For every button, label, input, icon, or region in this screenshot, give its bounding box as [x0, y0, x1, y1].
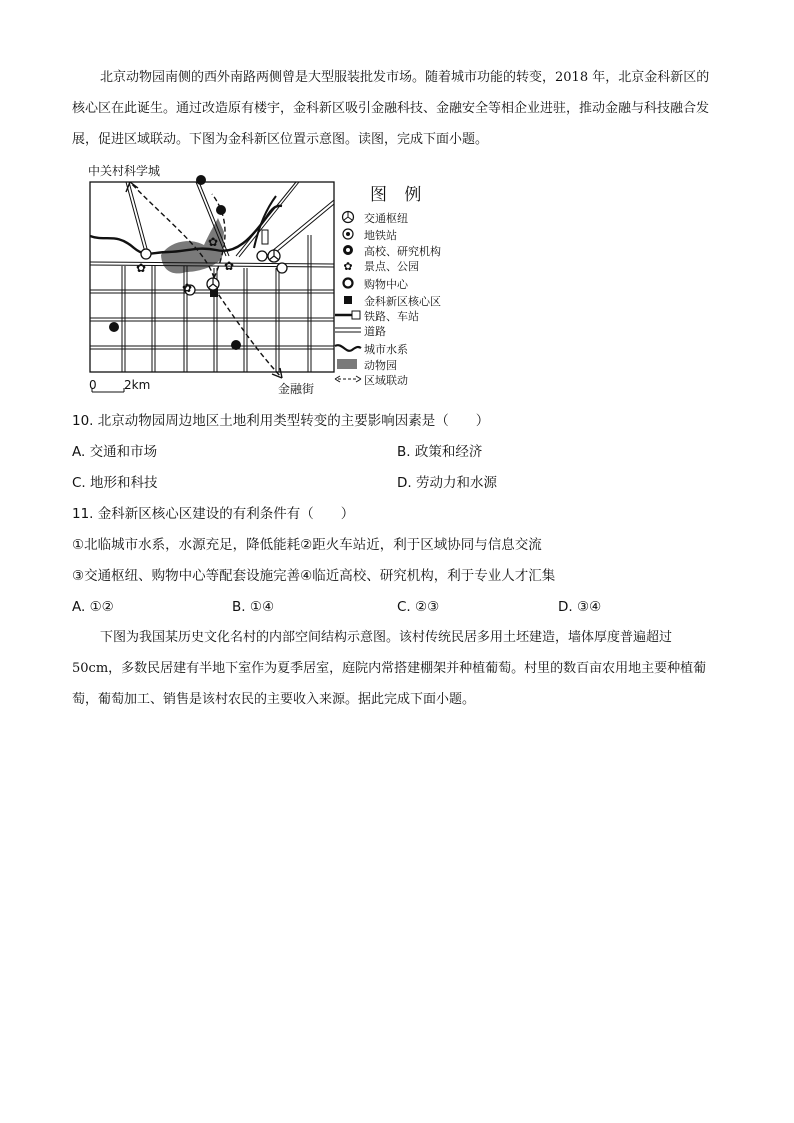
svg-text:✿: ✿	[182, 281, 193, 295]
legend-item-water: 城市水系	[334, 342, 408, 358]
legend-title: 图 例	[370, 185, 428, 205]
question-11-statement-line2: ③交通枢纽、购物中心等配套设施完善④临近高校、研究机构，利于专业人才汇集	[72, 568, 556, 584]
map-label-financial-street: 金融街	[278, 382, 315, 396]
q10-option-a[interactable]: A. 交通和市场	[72, 444, 158, 460]
legend-item-transit-hub: 交通枢纽	[334, 210, 408, 228]
scenic-spot-icon: ✿	[343, 260, 353, 273]
question-11-statement-line1: ①北临城市水系，水源充足，降低能耗②距火车站近，利于区域协同与信息交流	[72, 537, 542, 553]
transit-hub-icon	[334, 210, 362, 228]
legend-item-metro: 地铁站	[334, 227, 397, 245]
svg-text:✿: ✿	[208, 235, 219, 249]
svg-text:✿: ✿	[224, 259, 235, 273]
shopping-center-icon	[334, 276, 362, 294]
legend-item-university: 高校、研究机构	[334, 243, 441, 261]
legend-item-shopping: 购物中心	[334, 276, 408, 294]
q11-option-d[interactable]: D. ③④	[558, 599, 602, 615]
zoo-icon	[334, 358, 362, 374]
railway-station-icon	[334, 309, 362, 325]
q11-option-c[interactable]: C. ②③	[397, 599, 440, 615]
road-icon	[334, 325, 362, 339]
scale-bar	[92, 388, 124, 392]
q11-option-b[interactable]: B. ①④	[232, 599, 275, 615]
water-system-icon	[334, 342, 362, 358]
q11-option-a[interactable]: A. ①②	[72, 599, 114, 615]
q10-option-b[interactable]: B. 政策和经济	[397, 444, 483, 460]
legend-item-regional-link: 区域联动	[334, 374, 408, 388]
q10-option-d[interactable]: D. 劳动力和水源	[397, 475, 497, 491]
map-label-zhongguancun: 中关村科学城	[88, 164, 161, 178]
intro-paragraph-2: 下图为我国某历史文化名村的内部空间结构示意图。该村传统民居多用土坯建造，墙体厚度普遍超过 50cm，多数民居建有半地下室作为夏季居室，庭院内常搭建棚架并种植葡萄。村里的数百亩农用地主要种植葡萄，葡萄加工、销售是该村农民的主要收入来源。据此完成下面小题。	[72, 630, 707, 707]
q10-option-c[interactable]: C. 地形和科技	[72, 475, 158, 491]
legend-item-zoo: 动物园	[334, 358, 397, 374]
legend-item-road: 道路	[334, 325, 386, 339]
regional-link-icon	[334, 374, 362, 388]
intro-paragraph: 北京动物园南侧的西外南路两侧曾是大型服装批发市场。随着城市功能的转变，2018 年，北京金科新区的核心区在此诞生。通过改造原有楼宇，金科新区吸引金融科技、金融安全等相企业进驻，推动金融与科技融合发展，促进区域联动。下图为金科新区位置示意图。读图，完成下面小题。	[72, 70, 710, 147]
scale-km: 2km	[124, 378, 151, 392]
map-frame	[90, 182, 334, 372]
scale-zero: 0	[89, 378, 97, 392]
road-network	[90, 182, 334, 372]
svg-text:✿: ✿	[136, 261, 147, 275]
legend-item-scenic: ✿ 景点、公园	[334, 260, 419, 274]
question-11-stem: 11. 金科新区核心区建设的有利条件有（ ）	[72, 506, 355, 522]
legend-item-core-area: 金科新区核心区	[334, 293, 441, 311]
legend-item-railway: 铁路、车站	[334, 309, 419, 325]
question-10-stem: 10. 北京动物园周边地区土地利用类型转变的主要影响因素是（ ）	[72, 413, 490, 429]
university-icon	[334, 243, 362, 261]
railway-line	[254, 196, 276, 248]
